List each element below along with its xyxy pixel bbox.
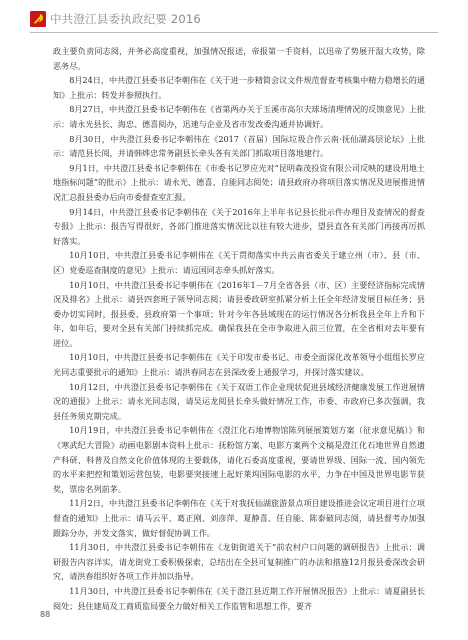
body-paragraph: 10月12日，中共澄江县委书记李朝伟在《关于双语工作企业现状促进县域经济健康发展工作进展情况的通报》上批示：请永光同志阅，请吴运龙阅县长牵头做好情况工作，市委、市政府已多次强调，我县任务须克期完成。 <box>53 381 425 421</box>
body-paragraph: 11月30日，中共澄江县委书记李朝伟在《关于澄江县近期工作开展情况报告》上批示：请夏副县长阅处；县住建局及工商质监局要全力做好相关工作监管和思想工作，要齐 <box>53 585 425 611</box>
document-body <box>53 44 425 613</box>
body-paragraph: 9月14日，中共澄江县委书记李朝伟在《关于2016年上半年书记县长批示件办理目及查情况的督查专报》上批示：报告写得很好，各部门推进落实情况比以往有较大进步，望县直各有关部门再接再厉抓好落实。 <box>53 206 425 246</box>
body-paragraph: 8月27日，中共澄江县委书记李朝伟在《省第两办关于玉溪市高尔夫球场清理情况的反馈意见》上批示：请永光县长、海忠、德喜阅办，迅速与企业及省市发改委沟通并协调好。 <box>53 104 425 129</box>
body-paragraph: 政主要负责同志阅，并务必高度重视，加强情况报送，帝报第一手资料，以迅帝了势展开湿大攻势，除恶务尽。 <box>53 46 425 71</box>
page-header <box>30 10 201 28</box>
body-paragraph: 10月19日，中共澄江县委书记李朝伟在《澄江化石地博物馆陈列展展策划方案（征求意见稿）》和《寒武纪大冒险》动画电影剧本资料上批示：抚粉馆方案、电影方案两个文稿是澄江化石地世界自然遗产科研、科普及自然文化价值体现的主要载体，请化石委高度重视，要请世界级、国际一流、国内领先的水平来把控和策划运营包装，电影要突接速上起好莱坞国际电影的水平，力争在中国及世界电影节获奖，票房名列前茅。 <box>53 425 425 494</box>
body-paragraph: 9月1日，中共澄江县委书记李朝伟在《市委书记罗应光对“昆明森茂投资有限公司反映的建设用地土地指标问题”的批示》上批示：请永光、德喜、自能同志阅处；请县政府办将项目落实情况及进展推进情况汇总报县委办后向市委督查室汇报。 <box>53 162 425 202</box>
body-paragraph: 11月30日，中共澄江县委书记李朝伟在《龙街街道关于“前农村户口问题的调研报告》上批示：调研报告内容详实，请龙街党工委积极探索，总结出在全县可复制推广的办法和措施12月报县委深改会研究，请洪春组织好各项工作并加以指导。 <box>53 542 425 582</box>
header-divider <box>30 32 438 33</box>
body-paragraph: 10月10日，中共澄江县委书记李朝伟在《2016年1－7月全省各县（市、区）主要经济指标完成情况及排名》上批示：请县四套班子领导同志阅；请县委政研室抓紧分析上任全年经济发展目标任务；县委办切实同时，报县委、县政府第一个事项；针对今年各县域现在的运行情况各分析我县全年上升和下年，如年后，要对全县有关部门持续抓完成。确保我县在全市争取进入前三位置，在全省相对去年要有进位。 <box>53 279 425 348</box>
body-paragraph: 8月30日，中共澄江县委书记李朝伟在《2017（首届）国际垃圾合作云南·抚仙湖高层论坛》上批示：请范县长阅，并请韩烨忠常务副县长牵头各有关部门抓取项目落地建行。 <box>53 133 425 159</box>
party-emblem-icon <box>30 11 46 27</box>
document-title: 中共澄江县委执政纪要 2016 <box>50 12 201 26</box>
body-paragraph: 10月10日，中共澄江县委书记李朝伟在《关于印发市委书记、市委全面深化改革领导小组组长罗应光同志重要批示的通知》上批示：请洪春同志在县深改委上通报学习，并探讨落实建议。 <box>53 352 425 378</box>
page-number: 88 <box>40 610 51 619</box>
body-paragraph: 10月10日，中共澄江县委书记李朝伟在《关于贯彻落实中共云南省委关于建立州（市）、县（市、区）党委巡查制度的意见》上批示：请远国同志牵头抓好落实。 <box>53 250 425 275</box>
body-paragraph: 11月2日，中共澄江县委书记李朝伟在《关于对我抚仙湖旅游景点项目建设推进会议定项目进行立项督查的通知》上批示：请马云平、葛正刚、刘彦萍、夏静喜、任自能、陈泰破同志阅，请县督考办加强跟踪分办，并发文落实，做好督促协调工作。 <box>53 498 425 538</box>
body-paragraph: 8月24日，中共澄江县委书记李朝伟在《关于进一步精简会议文件规范督查考核集中精力稳增长的通知》上批示：转发并参照执行。 <box>53 75 425 100</box>
